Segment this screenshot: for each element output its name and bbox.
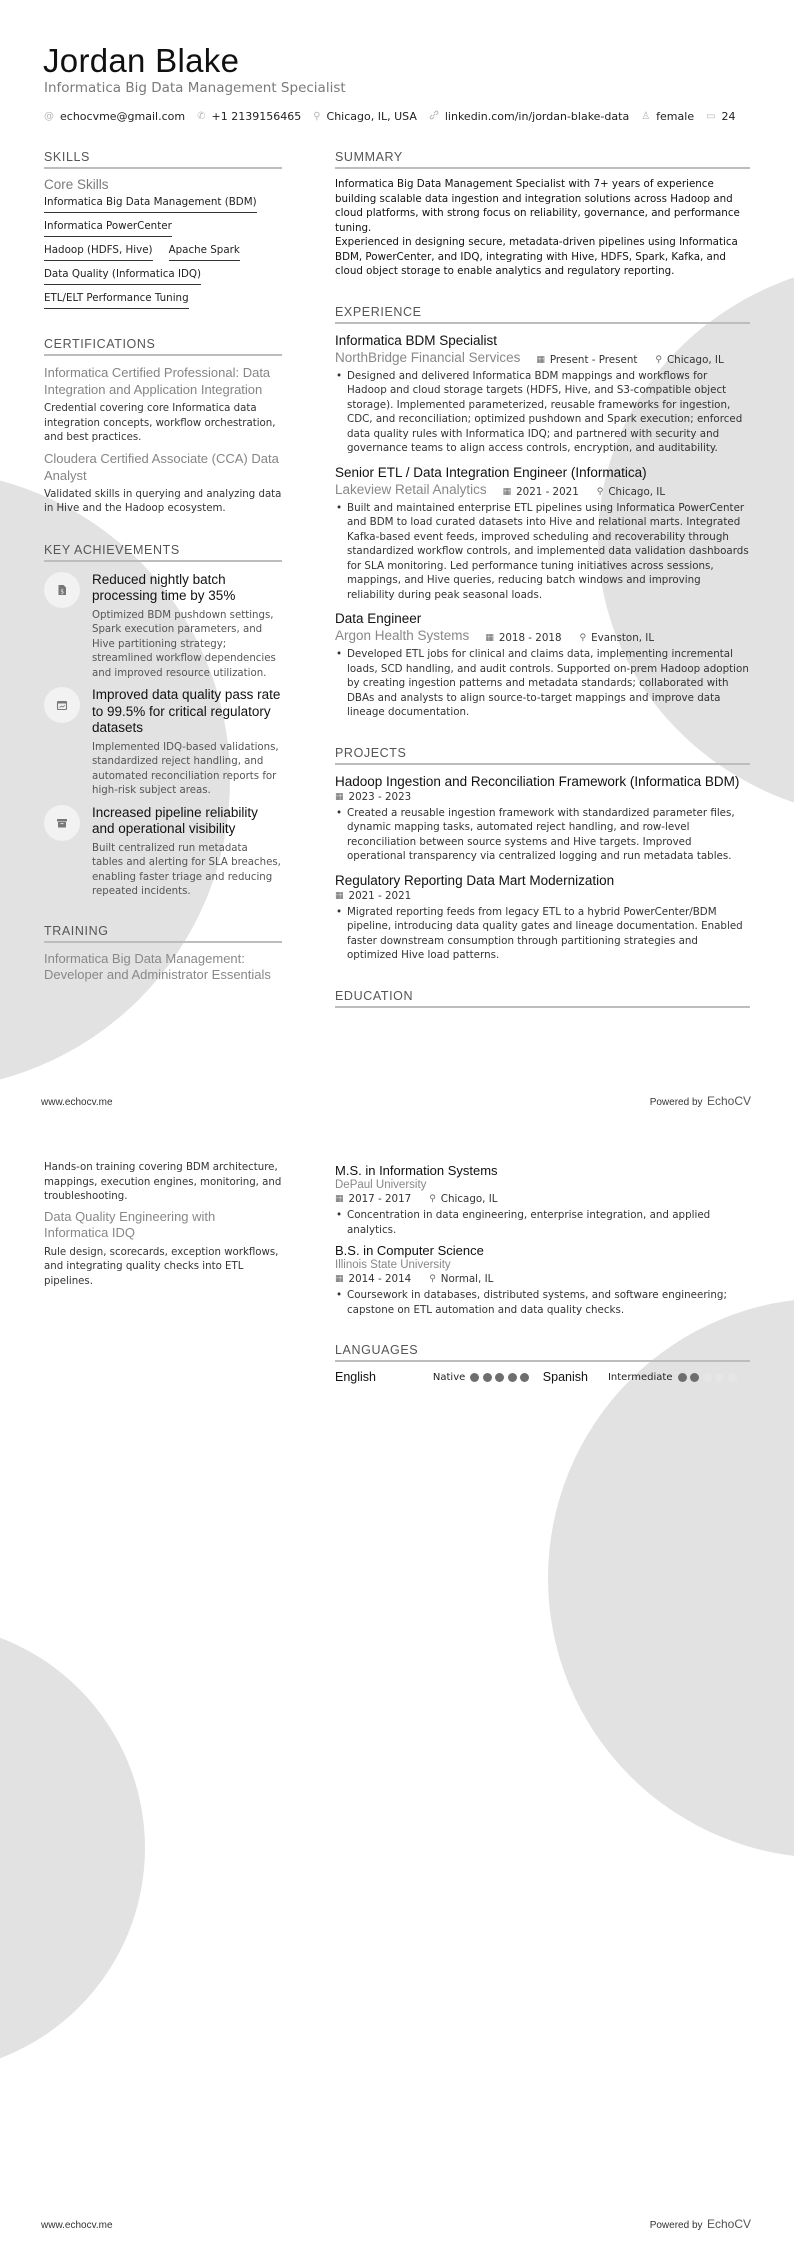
summary-heading: SUMMARY (335, 150, 750, 169)
achievement-description: Implemented IDQ-based validations, standardized reject handling, and automated reconciliation reports for high-risk subject areas. (92, 741, 279, 796)
degree-title: M.S. in Information Systems (335, 1163, 498, 1178)
calendar-icon: ▦ (502, 486, 512, 497)
footer-url-link[interactable]: www.echocv.me (41, 2220, 113, 2231)
job-bullet: • Built and maintained enterprise ETL pipelines using Informatica PowerCenter and BDM to load curated datasets into Hive and relational marts. Integrated Kafka-based event feeds, improved scheduling and recoverability through standardized workflow controls, and implemented data validation dashboards for SLA monitoring. Led performance tuning initiatives across sessions, mappings, and Hive queries, reducing batch windows and improving reliability during peak seasonal loads. (335, 501, 750, 603)
company-name: Lakeview Retail Analytics (335, 481, 487, 497)
location-pin-icon: ⚲ (429, 1194, 436, 1204)
job-dates: ▦ 2021 - 2021 (502, 485, 579, 498)
projects-section (335, 746, 750, 963)
echocv-brand-link[interactable]: EchoCV (706, 1094, 751, 1108)
contact-gender-value: female (656, 110, 695, 123)
training-description: Rule design, scorecards, exception workflows, and integrating quality checks into ETL pipelines. (44, 1246, 279, 1287)
footer-url-link[interactable]: www.echocv.me (41, 1097, 113, 1108)
skill-tag: Data Quality (Informatica IDQ) (44, 268, 201, 285)
training-title: Data Quality Engineering with Informatica IDQ (44, 1208, 216, 1240)
resume-page-2 (0, 1123, 794, 2246)
job-bullet: • Designed and delivered Informatica BDM mappings and workflows for Hadoop and cloud storage targets (HDFS, Hive, and S3-compatible object storage). Implemented parameterized, reusable frameworks for ingestion, CDC, and reconciliation; optimized pushdown and Spark execution; enforced data quality rules with Informatica IDQ; and partnered with security and governance teams to align access controls, encryption, and auditability. (335, 369, 750, 456)
contact-age (706, 110, 735, 123)
education-item (335, 1163, 750, 1237)
project-bullet: • Created a reusable ingestion framework with standardized parameter files, dynamic mapping tasks, automated reject handling, and row-level reconciliation between source systems and Hive targets. Improved operational transparency via centralized logging and run metadata tables. (335, 806, 750, 864)
education-location: ⚲ Normal, IL (429, 1273, 494, 1285)
job-dates: ▦ 2018 - 2018 (485, 632, 562, 644)
calendar-chart-icon (44, 687, 80, 723)
languages-heading: LANGUAGES (335, 1343, 750, 1362)
location-pin-icon: ⚲ (579, 633, 587, 643)
training-description: Hands-on training covering BDM architecture, mappings, execution engines, monitoring, and troubleshooting. (44, 1162, 282, 1202)
achievement-title: Improved data quality pass rate to 99.5% for critical regulatory datasets (92, 687, 281, 735)
job-title: Data Engineer (335, 611, 422, 626)
archive-box-icon (44, 805, 80, 841)
project-title: Hadoop Ingestion and Reconciliation Framework (Informatica BDM) (335, 773, 740, 789)
job-meta (335, 628, 750, 644)
education-section (335, 989, 750, 1008)
skills-group-title: Core Skills (44, 177, 109, 192)
certifications-heading: CERTIFICATIONS (44, 337, 282, 356)
summary-section (335, 150, 750, 279)
achievement-item (44, 572, 282, 682)
contact-location-value: Chicago, IL, USA (326, 110, 417, 123)
right-column (335, 150, 750, 1016)
language-name: English (335, 1370, 376, 1384)
languages-row (335, 1370, 750, 1384)
candidate-name: Jordan Blake (43, 42, 240, 79)
projects-heading: PROJECTS (335, 746, 750, 765)
certification-description: Credential covering core Informatica data integration concepts, workflow orchestration, and best practices. (44, 403, 276, 443)
skills-heading: SKILLS (44, 150, 282, 169)
experience-heading: EXPERIENCE (335, 305, 750, 324)
job-title: Informatica BDM Specialist (335, 332, 498, 348)
decorative-circle-left (0, 1623, 145, 2073)
achievement-item (44, 687, 282, 799)
contact-location (313, 110, 417, 123)
calendar-icon: ▭ (706, 111, 716, 122)
location-pin-icon: ⚲ (429, 1274, 436, 1284)
education-dates: ▦ 2014 - 2014 (335, 1273, 412, 1285)
job-meta (335, 482, 750, 498)
phone-icon: ✆ (197, 111, 206, 122)
certification-title: Informatica Certified Professional: Data Integration and Application Integration (44, 365, 271, 397)
job-dates: ▦ Present - Present (536, 353, 638, 366)
footer-powered-by: Powered by EchoCV (649, 2217, 751, 2231)
education-item (335, 1243, 750, 1317)
training-section (44, 924, 282, 984)
calendar-icon: ▦ (335, 890, 344, 901)
education-heading: EDUCATION (335, 989, 750, 1008)
certifications-section (44, 337, 282, 517)
school-name: Illinois State University (335, 1259, 451, 1271)
language-rating (470, 1373, 533, 1382)
contact-linkedin-value: linkedin.com/in/jordan-blake-data (444, 110, 630, 123)
contact-linkedin[interactable] (429, 110, 629, 123)
contact-email-value: echocvme@gmail.com (60, 110, 186, 123)
job-location: ⚲ Chicago, IL (596, 485, 666, 498)
company-name: NorthBridge Financial Services (335, 349, 521, 365)
project-item (335, 872, 750, 963)
summary-paragraph: Informatica Big Data Management Specialist with 7+ years of experience building scalable data ingestion and integration solutions across Hadoop and cloud platforms, with strong focus on reliability, governance, and performance tuning. (335, 178, 740, 234)
at-icon: @ (44, 111, 54, 122)
location-pin-icon: ⚲ (313, 111, 321, 122)
education-dates: ▦ 2017 - 2017 (335, 1193, 412, 1205)
calendar-icon: ▦ (536, 354, 545, 365)
skill-tag: Apache Spark (169, 244, 240, 261)
achievements-heading: KEY ACHIEVEMENTS (44, 543, 282, 562)
project-item (335, 773, 750, 864)
achievements-section (44, 543, 282, 900)
contact-phone-value: +1 2139156465 (211, 110, 302, 123)
language-level: Intermediate (607, 1371, 673, 1383)
calendar-icon: ▦ (485, 633, 494, 643)
contact-row (44, 110, 748, 123)
achievement-title: Reduced nightly batch processing time by 35% (92, 571, 236, 603)
job-location: ⚲ Evanston, IL (579, 632, 655, 644)
experience-item (335, 332, 750, 456)
calendar-icon: ▦ (335, 1274, 344, 1284)
degree-title: B.S. in Computer Science (335, 1243, 484, 1258)
skill-tag: Informatica Big Data Management (BDM) (44, 196, 257, 213)
company-name: Argon Health Systems (335, 628, 470, 643)
training-title: Informatica Big Data Management: Developer and Administrator Essentials (44, 950, 271, 982)
skill-tag: Hadoop (HDFS, Hive) (44, 244, 153, 261)
skills-section (44, 150, 282, 316)
project-dates: ▦ 2021 - 2021 (335, 889, 412, 902)
echocv-brand-link[interactable]: EchoCV (706, 2217, 751, 2231)
languages-section (335, 1343, 750, 1384)
achievement-title: Increased pipeline reliability and operational visibility (92, 804, 258, 836)
certification-title: Cloudera Certified Associate (CCA) Data Analyst (44, 450, 279, 483)
left-column (44, 150, 282, 984)
school-name: DePaul University (335, 1179, 427, 1191)
contact-email[interactable] (44, 110, 185, 123)
certification-description: Validated skills in querying and analyzing data in Hive and the Hadoop ecosystem. (44, 488, 282, 514)
job-meta (335, 350, 750, 366)
job-title: Senior ETL / Data Integration Engineer (Informatica) (335, 464, 647, 480)
page-footer (41, 2215, 751, 2233)
candidate-title: Informatica Big Data Management Specialist (44, 80, 346, 96)
contact-phone[interactable] (197, 110, 301, 123)
language-level: Native (432, 1371, 466, 1383)
achievement-description: Optimized BDM pushdown settings, Spark execution parameters, and Hive partitioning strategy; streamlined workflow dependencies and improved resource utilization. (92, 609, 276, 679)
svg-text:$: $ (60, 587, 65, 595)
footer-powered-by: Powered by EchoCV (649, 1094, 751, 1108)
training-heading: TRAINING (44, 924, 282, 943)
page-footer (41, 1092, 751, 1110)
link-icon (429, 110, 439, 123)
language-name: Spanish (542, 1370, 588, 1384)
experience-section (335, 305, 750, 720)
job-bullet: • Developed ETL jobs for clinical and claims data, implementing incremental loads, SCD handling, and audit controls. Supported on-prem Hadoop adoption by creating ingestion patterns and metadata standards; collaborated with DBAs and analysts to align source-to-target mappings and improve data lineage documentation. (335, 647, 750, 720)
skill-tag: Informatica PowerCenter (44, 220, 172, 237)
left-column-continued (44, 1161, 282, 1289)
language-rating (678, 1373, 741, 1382)
achievement-description: Built centralized run metadata tables and alerting for SLA breaches, enabling faster triage and reducing repeated incidents. (92, 842, 281, 897)
project-title: Regulatory Reporting Data Mart Modernization (335, 872, 615, 888)
file-dollar-icon (44, 572, 80, 608)
right-column-continued (335, 1163, 750, 1384)
project-dates: ▦ 2023 - 2023 (335, 790, 412, 803)
experience-item (335, 464, 750, 603)
location-pin-icon: ⚲ (596, 486, 604, 497)
location-pin-icon: ⚲ (655, 354, 662, 365)
education-bullet: • Coursework in databases, distributed systems, and software engineering; capstone on ETL automation and data quality checks. (335, 1288, 750, 1317)
education-meta (335, 1273, 750, 1285)
education-location: ⚲ Chicago, IL (429, 1193, 498, 1205)
skill-tag: ETL/ELT Performance Tuning (44, 292, 189, 309)
project-bullet: • Migrated reporting feeds from legacy ETL to a hybrid PowerCenter/BDM pipeline, introducing data quality gates and lineage documentation. Enabled faster downstream consumption through partitioning strategies and optimized Hive load patterns. (335, 905, 750, 963)
contact-gender (641, 110, 694, 123)
education-meta (335, 1193, 750, 1205)
education-bullet: • Concentration in data engineering, enterprise integration, and applied analytics. (335, 1208, 750, 1237)
contact-age-value: 24 (721, 110, 736, 123)
person-icon: ♙ (641, 111, 651, 122)
job-location: ⚲ Chicago, IL (655, 353, 724, 366)
skills-list (44, 196, 282, 316)
achievement-item (44, 805, 282, 900)
calendar-icon: ▦ (335, 1194, 344, 1204)
calendar-icon: ▦ (335, 791, 344, 802)
experience-item (335, 610, 750, 720)
summary-paragraph: Experienced in designing secure, metadata-driven pipelines using Informatica BDM, PowerCenter, and IDQ, integrating with Hive, HDFS, Spark, Kafka, and cloud object storage to enable analytics and regulatory reporting. (335, 236, 738, 277)
